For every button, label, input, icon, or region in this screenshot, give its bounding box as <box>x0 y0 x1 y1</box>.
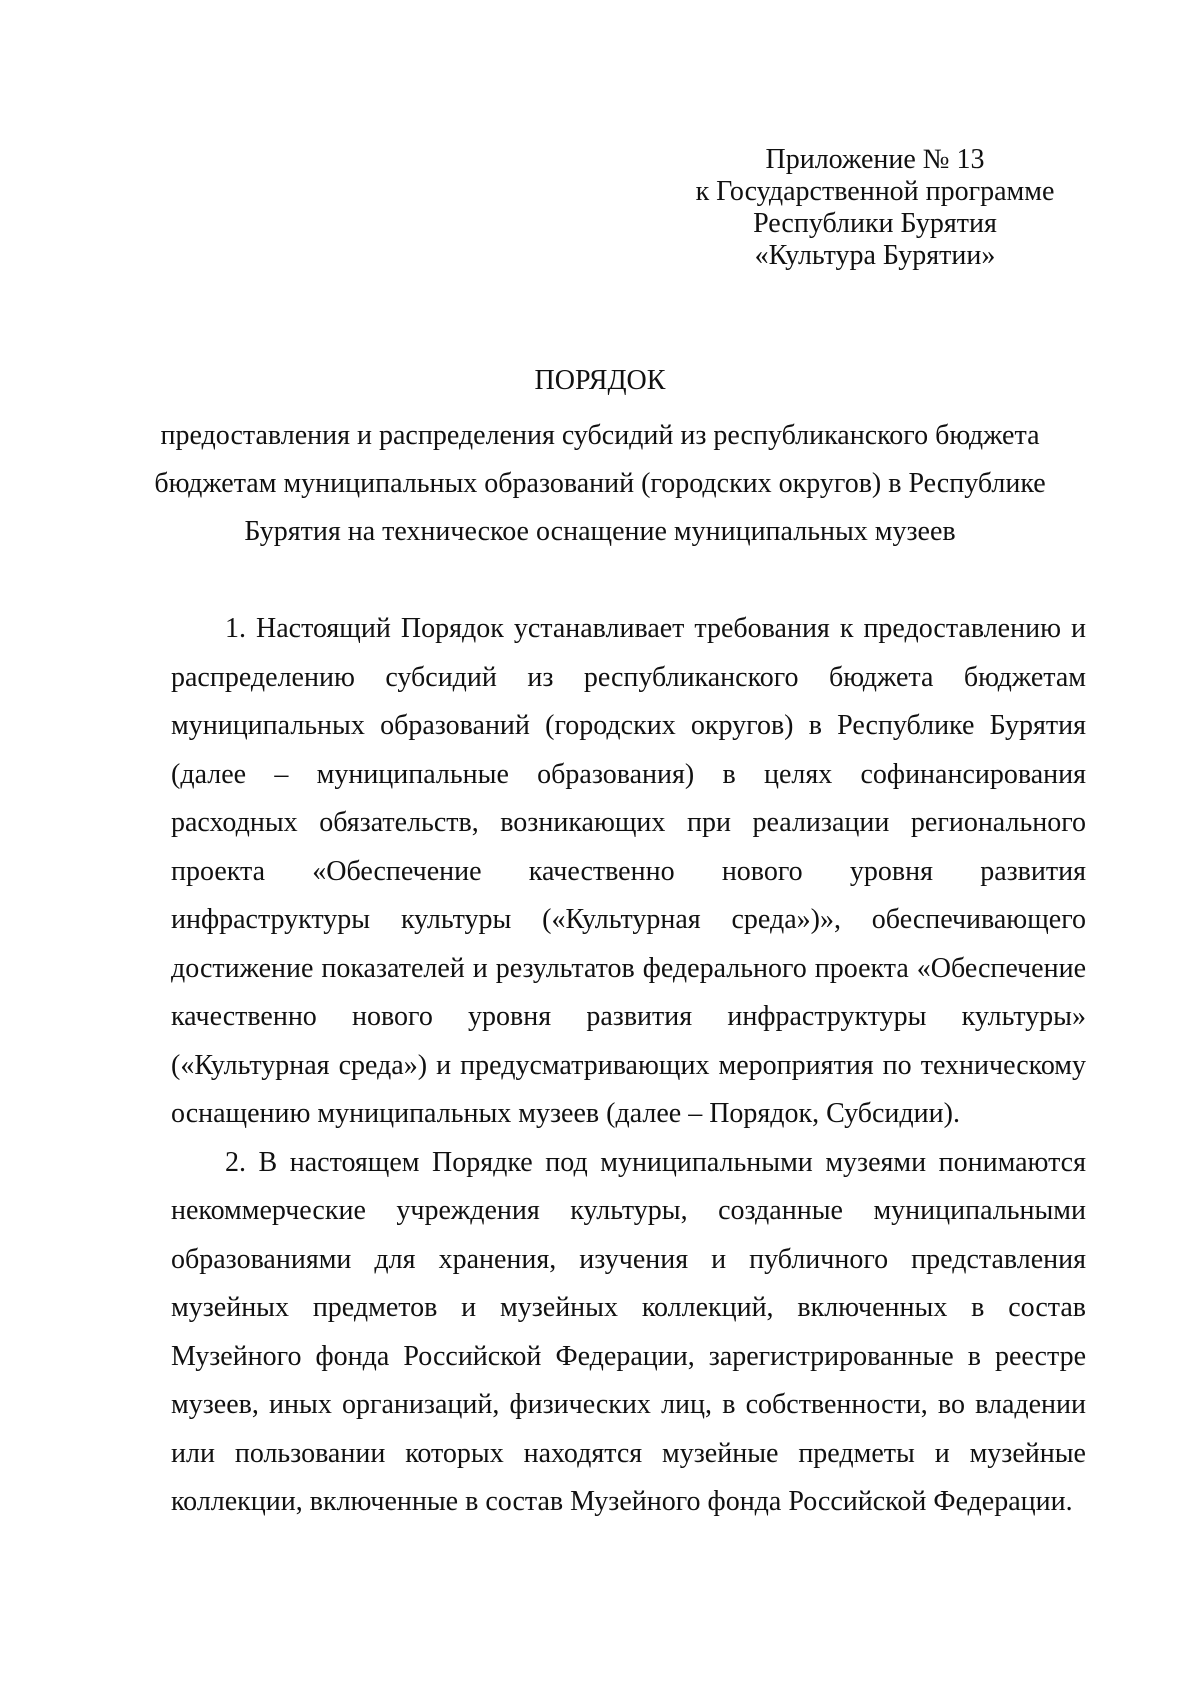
appendix-line: Приложение № 13 <box>765 144 985 175</box>
appendix-line: «Культура Бурятии» <box>754 240 996 271</box>
subtitle-line: Бурятия на техническое оснащение муниципальных музеев <box>244 516 956 547</box>
paragraph-2: 2. В настоящем Порядке под муниципальными музеями понимаются некоммерческие учреждения культуры, созданные муниципальными образованиями для хранения, изучения и публичного представления музейных предметов и музейных коллекций, включенных в состав Музейного фонда Российской Федерации, зарегистрированные в реестре музеев, иных организаций, физических лиц, в собственности, во владении или пользовании которых находятся музейные предметы и музейные коллекции, включенные в состав Музейного фонда Российской Федерации. <box>171 1146 1086 1517</box>
appendix-line: к Государственной программе <box>695 176 1055 207</box>
appendix-line: Республики Бурятия <box>753 208 997 239</box>
subtitle-line: предоставления и распределения субсидий из республиканского бюджета <box>160 420 1040 451</box>
paragraph-1: 1. Настоящий Порядок устанавливает требования к предоставлению и распределению субсидий из республиканского бюджета бюджетам муниципальных образований (городских округов) в Республике Бурятия (далее – муниципальные образования) в целях софинансирования расходных обязательств, возникающих при реализации регионального проекта «Обеспечение качественно нового уровня развития инфраструктуры культуры («Культурная среда»)», обеспечивающего достижение показателей и результатов федерального проекта «Обеспечение качественно нового уровня развития инфраструктуры культуры» («Культурная среда») и предусматривающих мероприятия по техническому оснащению муниципальных музеев (далее – Порядок, Субсидии). <box>171 613 1086 1129</box>
document-body <box>171 605 1086 1527</box>
subtitle-line: бюджетам муниципальных образований (городских округов) в Республике <box>154 468 1046 499</box>
appendix-header <box>670 144 1080 272</box>
document-title: ПОРЯДОК <box>534 365 666 396</box>
document-subtitle <box>150 412 1050 556</box>
